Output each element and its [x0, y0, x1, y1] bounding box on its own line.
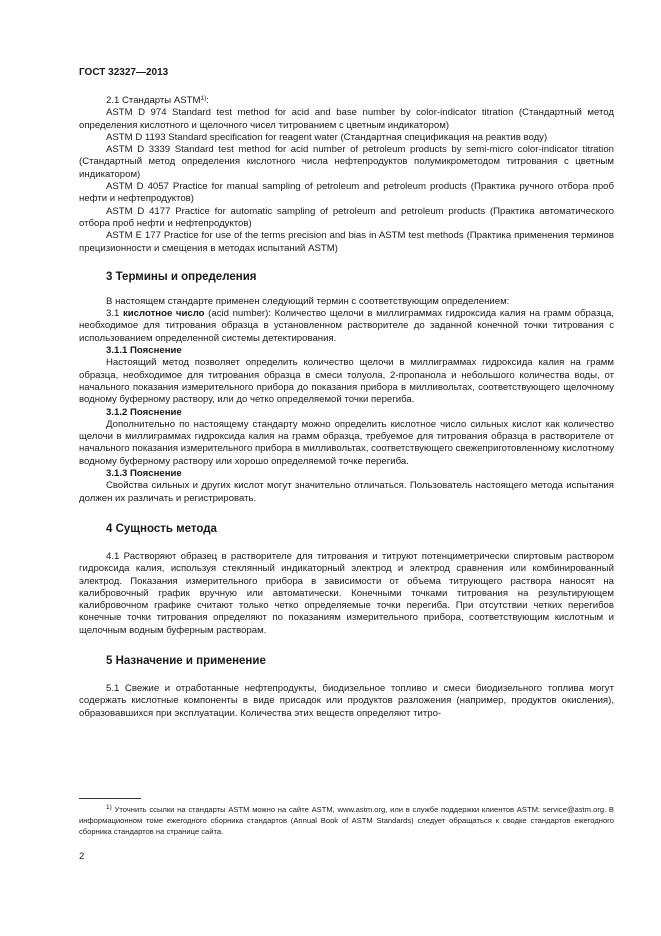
- definition-number: 3.1: [106, 308, 123, 320]
- section-5-heading: 5 Назначение и применение: [106, 654, 266, 667]
- section-3-intro: В настоящем стандарте применен следующий термин с соответствующим определением:: [106, 295, 510, 307]
- section-2-1-title-colon: :: [206, 95, 209, 106]
- document-body: [79, 95, 614, 720]
- note-3-1-1-text: Настоящий метод позволяет определить количество щелочи в миллиграммах гидроксида калия на грамм образца, необходимое для титрования образца в смеси толуола, 2-пропанола и небольшого количества воды, от начального показания измерительного прибора до показания прибора в милливольтах, соответствующего щелочному водному буферному раствору, или до четко определяемой точки перегиба.: [79, 357, 614, 406]
- note-3-1-2-title: 3.1.2 Пояснение: [106, 406, 182, 418]
- note-3-1-3-title: 3.1.3 Пояснение: [106, 468, 182, 480]
- note-3-1-3-text: Свойства сильных и других кислот могут значительно отличаться. Пользователь настоящего метода испытания должен их различать и регистрировать.: [79, 480, 614, 504]
- section-5-text: 5.1 Свежие и отработанные нефтепродукты, биодизельное топливо и смеси биодизельного топлива могут содержать кислотные компоненты в виде присадок или продуктов разложения (например, продуктов окисления), образовавшихся при эксплуатации. Количества этих веществ определяют титро-: [79, 682, 614, 719]
- standard-item: ASTM D 4057 Practice for manual sampling of petroleum and petroleum products (Практика ручного отбора проб нефти и нефтепродуктов): [79, 181, 614, 205]
- section-3-heading: 3 Термины и определения: [106, 270, 257, 283]
- document-header: ГОСТ 32327—2013: [79, 67, 169, 78]
- footnote-marker: 1): [106, 804, 112, 811]
- standard-item: ASTM E 177 Practice for use of the terms precision and bias in ASTM test methods (Практика применения терминов прецизионности и смещения в методах испытаний ASTM): [79, 230, 614, 254]
- definition-text: (acid number): Количество щелочи в миллиграммах гидроксида калия на грамм образца, необходимое для титрования образца в установленном растворителе до заданной конечной точки титрования с использованием определенной системы детектирования.: [79, 308, 614, 344]
- section-2-1-title: [79, 95, 614, 107]
- footnote-ref: 1): [200, 95, 207, 102]
- footnote-text: Уточнить ссылки на стандарты ASTM можно на сайте ASTM, www.astm.org, или в службе поддержки клиентов ASTM: service@astm.org. В информационном томе ежегодного сборника стандартов (Annual Book of ASTM Standards) следует обращаться к сводке стандартов ежегодного сборника стандартов на странице сайта.: [79, 805, 614, 836]
- footnote-divider: [79, 798, 141, 799]
- definition-term: кислотное число: [122, 308, 205, 320]
- standard-item: ASTM D 3339 Standard test method for acid number of petroleum products by semi-micro color-indicator titration (Стандартный метод определения кислотного числа нефтепродуктов полумикрометодом титрования с цветным индикатором): [79, 144, 614, 180]
- section-4-heading: 4 Сущность метода: [106, 522, 217, 535]
- standard-item: ASTM D 974 Standard test method for acid and base number by color-indicator titration (Стандартный метод определения кислотного и щелочного чисел титрованием с цветным индикатором): [79, 107, 614, 131]
- standard-item: ASTM D 1193 Standard specification for reagent water (Стандартная спецификация на реактив воду): [106, 131, 548, 143]
- note-3-1-1-title: 3.1.1 Пояснение: [106, 345, 182, 357]
- footnote: [79, 804, 614, 837]
- note-3-1-2-text: Дополнительно по настоящему стандарту можно определить кислотное число сильных кислот как количество щелочи в миллиграммах гидроксида калия на грамм образца, требуемое для титрования образца в растворителе от начального показания измерительного прибора в милливольтах, соответствующего свежеприготовленному кислотному водному буферному раствору или хорошо определяемой точке перегиба.: [79, 418, 614, 467]
- section-4-text: 4.1 Растворяют образец в растворителе для титрования и титруют потенциметрически спиртовым раствором гидроксида калия, используя стеклянный индикаторный электрод и электрод сравнения или комбинированный электрод. Показания измерительного прибора в зависимости от объема титрующего раствора наносят на калибровочный график вручную или автоматически. Конечными точками титрования на результирующем калибровочном графике считают только четко определяемые точки перегиба. При отсутствии четких перегибов конечные точки титрования определяют по показаниям измерительного прибора, соответствующим кислотным и щелочным водным буферным растворам.: [79, 550, 614, 636]
- definition-acid-number: [79, 308, 614, 345]
- section-2-1-title-text: 2.1 Стандарты ASTM: [106, 95, 201, 106]
- page-number: 2: [79, 851, 85, 862]
- standard-item: ASTM D 4177 Practice for automatic sampling of petroleum and petroleum products (Практика автоматического отбора проб нефти и нефтепродуктов): [79, 205, 614, 229]
